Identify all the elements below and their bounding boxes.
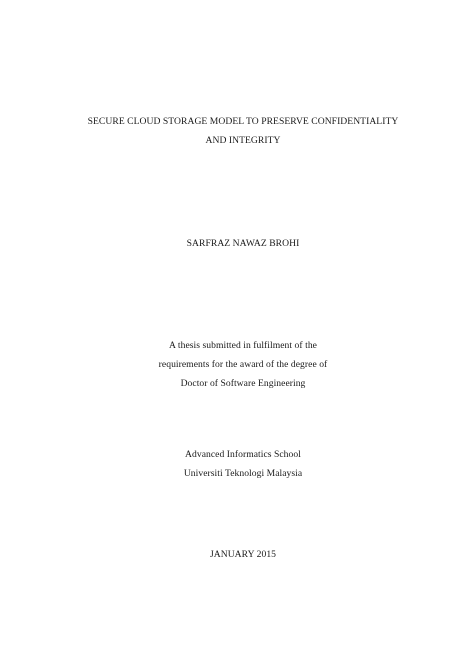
university-name: Universiti Teknologi Malaysia (183, 468, 303, 479)
thesis-title-line-1: SECURE CLOUD STORAGE MODEL TO PRESERVE CONFIDENTIALITY (87, 116, 399, 127)
submission-line-1: A thesis submitted in fulfilment of the (169, 340, 317, 351)
degree-name: Doctor of Software Engineering (180, 378, 306, 389)
institution (6, 445, 474, 483)
thesis-title-line-2: AND INTEGRITY (205, 135, 281, 146)
submission-date (6, 545, 474, 564)
thesis-title (6, 112, 474, 150)
submission-statement (6, 336, 474, 393)
author-name (6, 234, 474, 253)
submission-date-text: JANUARY 2015 (209, 549, 277, 560)
school-name: Advanced Informatics School (185, 449, 301, 460)
submission-line-2: requirements for the award of the degree of (158, 359, 328, 370)
author-name-text: SARFRAZ NAWAZ BROHI (186, 238, 300, 249)
